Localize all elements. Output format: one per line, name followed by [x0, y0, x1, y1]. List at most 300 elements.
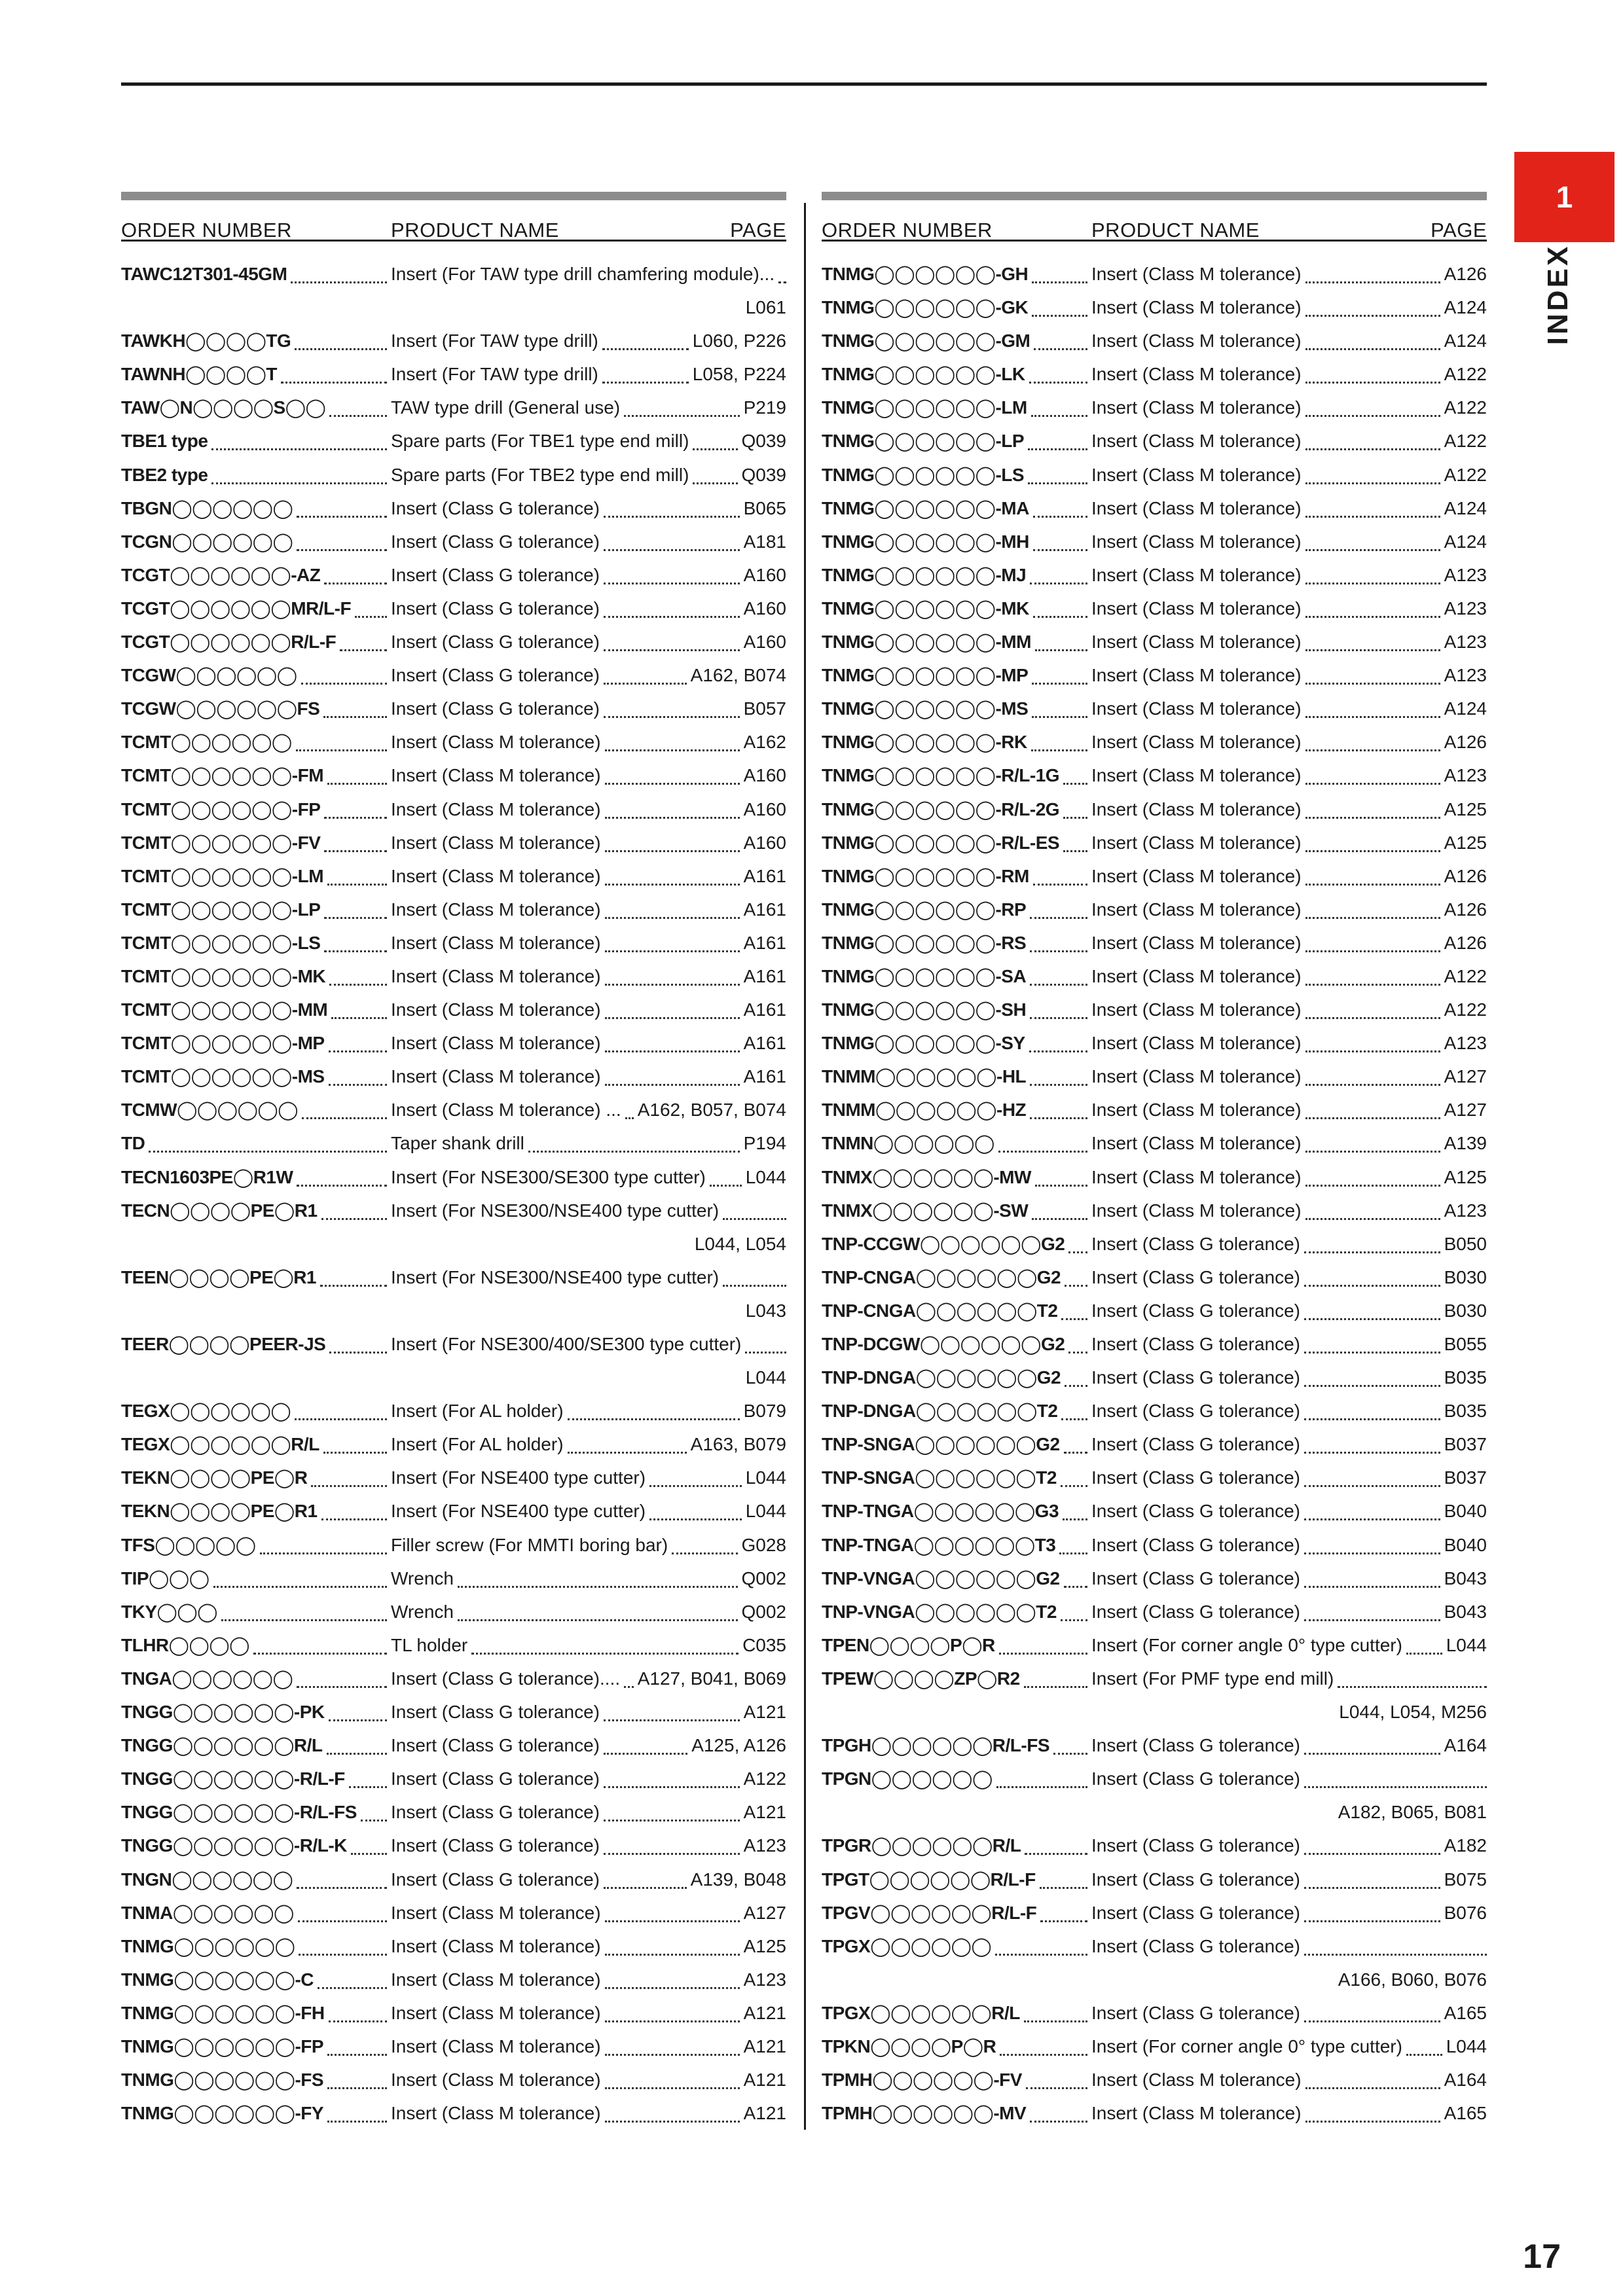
index-entry	[121, 692, 786, 725]
product-name: Insert (Class M tolerance)	[1091, 598, 1302, 619]
index-entry	[822, 1494, 1487, 1528]
product-name: Insert (Class M tolerance)	[391, 765, 601, 786]
index-entry	[121, 1729, 786, 1762]
order-number: TCGW◯◯◯◯◯◯FS	[121, 698, 320, 719]
page-reference: A162, B057, B074	[637, 1100, 786, 1121]
order-number: TKY◯◯◯	[121, 1601, 218, 1622]
index-entry	[121, 1628, 786, 1662]
index-entry	[121, 926, 786, 960]
order-number: TECN◯◯◯◯PE◯R1	[121, 1200, 318, 1221]
page-reference: A161	[743, 965, 786, 986]
page-reference: C035	[742, 1634, 786, 1655]
index-entry	[822, 1896, 1487, 1929]
index-entry	[121, 625, 786, 658]
leader-dots	[693, 446, 737, 450]
leader-dots	[301, 681, 387, 685]
leader-dots	[1304, 1316, 1440, 1320]
index-entry	[121, 1996, 786, 2030]
leader-dots	[324, 581, 387, 584]
index-entry	[121, 759, 786, 792]
leader-dots	[1040, 1918, 1087, 1922]
leader-dots	[329, 1350, 387, 1354]
leader-dots	[1305, 915, 1440, 919]
leader-dots	[327, 2085, 387, 2089]
index-entry	[822, 1628, 1487, 1662]
product-name: Insert (Class M tolerance)	[1091, 632, 1302, 653]
leader-dots	[302, 1115, 387, 1119]
order-number: TCGW◯◯◯◯◯◯	[121, 665, 297, 686]
leader-dots	[211, 480, 387, 484]
index-entry	[822, 357, 1487, 391]
order-number: TEER◯◯◯◯PEER-JS	[121, 1334, 326, 1354]
page-reference: B057	[743, 698, 786, 719]
leader-dots	[624, 413, 739, 417]
order-number: TNMG◯◯◯◯◯◯	[121, 1935, 295, 1956]
order-number: TNP-VNGA◯◯◯◯◯◯G2	[822, 1568, 1060, 1588]
leader-dots	[1031, 747, 1087, 751]
index-entry	[822, 1762, 1487, 1795]
leader-dots	[1304, 1885, 1440, 1889]
index-list	[822, 242, 1487, 2130]
order-number: TNMN◯◯◯◯◯◯	[822, 1133, 994, 1154]
leader-dots	[1305, 1149, 1440, 1153]
index-entry	[822, 1528, 1487, 1562]
leader-dots	[568, 1450, 687, 1454]
leader-dots	[324, 848, 387, 852]
index-entry	[121, 458, 786, 492]
index-entry-continuation	[121, 1361, 786, 1394]
page-reference: G028	[741, 1534, 786, 1555]
page-reference: A123	[1444, 1200, 1487, 1221]
page-reference: A122	[1444, 464, 1487, 485]
leader-dots	[998, 1149, 1087, 1153]
product-name: Wrench	[391, 1568, 454, 1588]
leader-dots	[1305, 714, 1440, 718]
index-entry	[822, 1294, 1487, 1327]
index-entry	[822, 458, 1487, 492]
index-entry	[121, 1595, 786, 1628]
leader-dots	[361, 1818, 387, 1821]
leader-dots	[355, 614, 387, 618]
page-reference: A161	[743, 1066, 786, 1087]
leader-dots	[260, 1551, 387, 1554]
page-reference: A160	[743, 632, 786, 653]
leader-dots	[458, 1584, 738, 1588]
leader-dots	[1029, 1049, 1087, 1052]
leader-dots	[458, 1617, 738, 1621]
product-name: Insert (Class M tolerance)	[1091, 865, 1302, 886]
leader-dots	[1030, 948, 1087, 952]
product-name: Insert (For TAW type drill)	[391, 331, 598, 351]
index-entry	[822, 1227, 1487, 1261]
order-number: TCMT◯◯◯◯◯◯-LP	[121, 899, 321, 920]
order-number: TNMG◯◯◯◯◯◯-RK	[822, 732, 1027, 753]
leader-dots	[605, 915, 740, 919]
product-name: Insert (Class M tolerance)	[1091, 1166, 1302, 1187]
page-reference: L044	[745, 1501, 786, 1522]
page-reference: A127, B041, B069	[637, 1668, 786, 1689]
product-name: Insert (For NSE300/SE300 type cutter)	[391, 1166, 706, 1187]
index-entry	[121, 592, 786, 625]
index-entry	[822, 759, 1487, 792]
leader-dots	[1304, 1383, 1440, 1387]
page-reference: P194	[743, 1133, 786, 1154]
product-name: Insert (Class M tolerance)	[391, 1969, 601, 1990]
page-reference: A124	[1444, 497, 1487, 518]
leader-dots	[1304, 1483, 1440, 1487]
leader-dots	[321, 1516, 387, 1520]
index-entry	[121, 1461, 786, 1494]
page-reference: A121	[743, 2002, 786, 2023]
leader-dots	[221, 1617, 387, 1621]
order-number: TNP-DNGA◯◯◯◯◯◯T2	[822, 1401, 1058, 1422]
order-number: TPGT◯◯◯◯◯◯R/L-F	[822, 1869, 1036, 1890]
index-entry	[822, 492, 1487, 525]
index-entry	[822, 1863, 1487, 1896]
leader-dots	[1305, 279, 1440, 283]
order-number: TPGV◯◯◯◯◯◯R/L-F	[822, 1902, 1037, 1923]
page-reference: A123	[1444, 665, 1487, 686]
index-entry-continuation	[121, 1227, 786, 1261]
order-number: TNMG◯◯◯◯◯◯-SY	[822, 1033, 1025, 1054]
product-name: Insert (Class M tolerance)	[1091, 899, 1302, 920]
index-entry	[121, 1762, 786, 1795]
product-name: Insert (For NSE300/NSE400 type cutter)	[391, 1200, 720, 1221]
product-name: Insert (Class G tolerance)	[1091, 1568, 1300, 1588]
leader-dots	[296, 747, 387, 751]
page-reference: A126	[1444, 899, 1487, 920]
page-reference: A122	[743, 1768, 786, 1789]
index-entry	[822, 658, 1487, 692]
leader-dots	[710, 1183, 742, 1187]
column-header	[121, 200, 786, 242]
leader-dots	[329, 413, 387, 417]
leader-dots	[723, 1283, 786, 1287]
leader-dots	[1304, 1584, 1440, 1588]
index-entry	[822, 291, 1487, 324]
leader-dots	[1028, 480, 1087, 484]
leader-dots	[625, 1115, 634, 1119]
leader-dots	[1305, 681, 1440, 685]
index-entry-continuation	[121, 291, 786, 324]
product-name: Insert (Class M tolerance)	[391, 999, 601, 1020]
leader-dots	[1032, 681, 1087, 685]
page-reference: L044	[745, 1367, 786, 1388]
order-number: TPGX◯◯◯◯◯◯	[822, 1935, 992, 1956]
leader-dots	[349, 1784, 387, 1788]
order-number: TNMA◯◯◯◯◯◯	[121, 1902, 294, 1923]
product-name: Insert (Class M tolerance)	[1091, 965, 1302, 986]
product-name: Insert (For NSE400 type cutter)	[391, 1501, 646, 1522]
order-number: TPGH◯◯◯◯◯◯R/L-FS	[822, 1735, 1050, 1756]
leader-dots	[295, 346, 387, 350]
leader-dots	[321, 1216, 387, 1220]
order-number: TNMG◯◯◯◯◯◯-MH	[822, 531, 1029, 552]
index-entry	[121, 793, 786, 826]
order-number: TEKN◯◯◯◯PE◯R1	[121, 1501, 318, 1522]
leader-dots	[327, 882, 387, 886]
leader-dots	[1063, 1516, 1087, 1520]
order-number: TNP-DNGA◯◯◯◯◯◯G2	[822, 1367, 1061, 1388]
leader-dots	[999, 1651, 1087, 1655]
leader-dots	[605, 1952, 740, 1956]
page-reference: A121	[743, 1702, 786, 1723]
order-number: TNMG◯◯◯◯◯◯-LP	[822, 431, 1025, 452]
leader-dots	[323, 1450, 387, 1454]
product-name: Insert (Class G tolerance)	[1091, 1266, 1300, 1287]
page-reference: A127	[1444, 1066, 1487, 1087]
leader-dots	[281, 380, 387, 384]
order-number: TNGG◯◯◯◯◯◯-R/L-FS	[121, 1802, 357, 1823]
leader-dots	[1305, 581, 1440, 584]
product-name: Insert (Class M tolerance)	[1091, 832, 1302, 853]
product-name: Insert (Class G tolerance)	[1091, 1835, 1300, 1856]
leader-dots	[327, 2052, 387, 2056]
index-list	[121, 242, 786, 2130]
leader-dots	[295, 1416, 387, 1420]
page-reference: B043	[1444, 1568, 1487, 1588]
column-divider	[804, 203, 806, 2130]
column-rule	[121, 192, 786, 200]
page-reference: B030	[1444, 1300, 1487, 1321]
right-column	[822, 192, 1487, 2130]
leader-dots	[995, 1952, 1087, 1956]
order-number: TEGX◯◯◯◯◯◯R/L	[121, 1434, 319, 1455]
leader-dots	[1040, 1885, 1087, 1889]
page-reference: A164	[1444, 2070, 1487, 2090]
order-number: TBE2 type	[121, 464, 208, 485]
leader-dots	[253, 1651, 387, 1655]
leader-dots	[605, 982, 740, 986]
order-number: TD	[121, 1133, 145, 1154]
order-number: TNMG◯◯◯◯◯◯-FS	[121, 2070, 324, 2090]
index-entry	[822, 424, 1487, 457]
leader-dots	[1304, 1918, 1440, 1922]
order-number: TNP-CCGW◯◯◯◯◯◯G2	[822, 1233, 1065, 1254]
page-reference: L044	[745, 1467, 786, 1488]
order-number: TNMG◯◯◯◯◯◯-R/L-2G	[822, 798, 1060, 819]
product-name: Insert (Class G tolerance)	[391, 1702, 600, 1723]
page-reference: L044	[1446, 2036, 1487, 2056]
index-entry	[822, 793, 1487, 826]
product-name: Insert (Class M tolerance)	[391, 798, 601, 819]
order-number: TAW◯N◯◯◯◯S◯◯	[121, 397, 326, 418]
page-reference: A121	[743, 1802, 786, 1823]
leader-dots	[1030, 1015, 1087, 1019]
leader-dots	[324, 948, 387, 952]
leader-dots	[605, 2085, 740, 2089]
order-number: TPEW◯◯◯◯ZP◯R2	[822, 1668, 1020, 1689]
index-entry	[822, 725, 1487, 759]
page-reference: A160	[743, 765, 786, 786]
leader-dots	[327, 781, 387, 785]
index-entry	[822, 1461, 1487, 1494]
product-name: Insert (For AL holder)	[391, 1434, 564, 1455]
product-name: Insert (For corner angle 0° type cutter)	[1091, 2036, 1402, 2056]
page-reference: Q002	[741, 1568, 786, 1588]
order-number: TCMT◯◯◯◯◯◯	[121, 732, 292, 753]
product-name: Insert (Class G tolerance)	[391, 1768, 600, 1789]
index-entry	[822, 1829, 1487, 1862]
leader-dots	[1305, 413, 1440, 417]
order-number: TCMT◯◯◯◯◯◯-MK	[121, 965, 326, 986]
leader-dots	[1305, 380, 1440, 384]
leader-dots	[1061, 1617, 1087, 1621]
product-name: Insert (For AL holder)	[391, 1401, 564, 1422]
leader-dots	[1030, 2119, 1087, 2123]
leader-dots	[297, 1684, 387, 1688]
leader-dots	[1033, 614, 1087, 618]
leader-dots	[605, 781, 740, 785]
index-entry-continuation	[822, 1795, 1487, 1829]
order-number: TNP-CNGA◯◯◯◯◯◯G2	[822, 1266, 1061, 1287]
page-reference: A125	[1444, 832, 1487, 853]
page-reference: A124	[1444, 297, 1487, 318]
index-entry	[822, 2096, 1487, 2130]
order-number: TLHR◯◯◯◯	[121, 1634, 249, 1655]
order-number: TNMG◯◯◯◯◯◯-MM	[822, 632, 1031, 653]
index-entry	[121, 558, 786, 592]
product-name: Insert (Class G tolerance)	[1091, 1401, 1300, 1422]
product-name: Insert (Class M tolerance)	[1091, 364, 1302, 385]
column-rule	[822, 192, 1487, 200]
leader-dots	[672, 1551, 737, 1554]
product-name: Insert (Class M tolerance)	[1091, 999, 1302, 1020]
product-name: Insert (Class M tolerance)	[1091, 331, 1302, 351]
leader-dots	[605, 2018, 740, 2022]
product-name: Spare parts (For TBE1 type end mill)	[391, 431, 689, 452]
order-number: TCGT◯◯◯◯◯◯MR/L-F	[121, 598, 352, 619]
page-reference: B040	[1444, 1501, 1487, 1522]
leader-dots	[1305, 1049, 1440, 1052]
leader-dots	[1064, 1584, 1087, 1588]
index-entry	[822, 1160, 1487, 1194]
product-name: Insert (For NSE300/NSE400 type cutter)	[391, 1266, 720, 1287]
order-number: TNP-VNGA◯◯◯◯◯◯T2	[822, 1601, 1057, 1622]
leader-dots	[605, 2052, 740, 2056]
product-name: Insert (Class G tolerance)	[1091, 1869, 1300, 1890]
order-number: TNP-SNGA◯◯◯◯◯◯T2	[822, 1467, 1057, 1488]
index-entry	[822, 826, 1487, 859]
index-entry	[121, 2096, 786, 2130]
order-number: TEKN◯◯◯◯PE◯R	[121, 1467, 308, 1488]
order-number: TNMX◯◯◯◯◯◯-SW	[822, 1200, 1029, 1221]
product-name: Insert (Class G tolerance)	[391, 1735, 600, 1756]
page-reference: L044	[745, 1166, 786, 1187]
page-reference: A161	[743, 932, 786, 953]
order-number: TNGG◯◯◯◯◯◯-R/L-F	[121, 1768, 345, 1789]
product-name: Insert (Class G tolerance)	[1091, 1935, 1300, 1956]
leader-dots	[1065, 1283, 1087, 1287]
page-reference: A123	[1444, 1033, 1487, 1054]
page-reference: A127	[1444, 1100, 1487, 1121]
leader-dots	[624, 1684, 634, 1688]
leader-dots	[1032, 313, 1087, 317]
product-name: Insert (Class M tolerance)	[1091, 431, 1302, 452]
page-reference: A121	[743, 2103, 786, 2124]
index-entry	[121, 1494, 786, 1528]
header-product-name: PRODUCT NAME	[1091, 219, 1260, 242]
page-reference: A139	[1444, 1133, 1487, 1154]
order-number: TPGR◯◯◯◯◯◯R/L	[822, 1835, 1021, 1856]
leader-dots	[329, 982, 387, 986]
index-entry	[121, 424, 786, 457]
product-name: Insert (Class M tolerance)	[391, 1066, 601, 1087]
leader-dots	[602, 380, 689, 384]
leader-dots	[471, 1651, 739, 1655]
leader-dots	[1026, 2085, 1087, 2089]
page-reference: A160	[743, 598, 786, 619]
top-rule	[121, 82, 1487, 86]
leader-dots	[604, 1851, 740, 1855]
product-name: Insert (For TAW type drill)	[391, 364, 598, 385]
leader-dots	[1000, 2052, 1087, 2056]
page-reference: A122	[1444, 397, 1487, 418]
leader-dots	[1305, 747, 1440, 751]
index-entry	[121, 725, 786, 759]
product-name: Insert (Class M tolerance)	[391, 2002, 601, 2023]
leader-dots	[649, 1516, 742, 1520]
leader-dots	[604, 581, 740, 584]
index-entry	[121, 1060, 786, 1093]
leader-dots	[1305, 1082, 1440, 1086]
leader-dots	[1304, 1784, 1487, 1788]
order-number: TPMH◯◯◯◯◯◯-FV	[822, 2070, 1022, 2090]
index-entry	[121, 1327, 786, 1361]
page-reference: A125	[743, 1935, 786, 1956]
product-name: Insert (Class G tolerance)	[1091, 1501, 1300, 1522]
index-entry	[822, 257, 1487, 291]
leader-dots	[323, 714, 387, 718]
leader-dots	[1305, 2085, 1440, 2089]
leader-dots	[1030, 915, 1087, 919]
index-entry	[822, 1361, 1487, 1394]
product-name: Insert (Class G tolerance)	[391, 1802, 600, 1823]
page-reference: B030	[1444, 1266, 1487, 1287]
index-entry	[121, 1160, 786, 1194]
leader-dots	[1065, 1383, 1087, 1387]
order-number: TNMX◯◯◯◯◯◯-MW	[822, 1166, 1031, 1187]
leader-dots	[1033, 514, 1087, 518]
index-entry	[121, 324, 786, 357]
leader-dots	[1059, 1551, 1087, 1554]
page-reference: A162, B074	[690, 665, 786, 686]
leader-dots	[605, 1985, 740, 1989]
page-reference: B037	[1444, 1434, 1487, 1455]
leader-dots	[604, 1818, 740, 1821]
index-entry	[121, 658, 786, 692]
leader-dots	[1304, 1350, 1440, 1354]
leader-dots	[297, 1885, 387, 1889]
order-number: TECN1603PE◯R1W	[121, 1166, 293, 1187]
index-entry	[822, 1394, 1487, 1427]
leader-dots	[327, 2119, 387, 2123]
order-number: TCMT◯◯◯◯◯◯-LS	[121, 932, 321, 953]
leader-dots	[568, 1416, 740, 1420]
index-entry	[822, 525, 1487, 558]
order-number: TCMT◯◯◯◯◯◯-FP	[121, 798, 321, 819]
index-entry	[121, 525, 786, 558]
page-reference: A122	[1444, 364, 1487, 385]
leader-dots	[1304, 1450, 1440, 1454]
page-reference: A121	[743, 2070, 786, 2090]
product-name: Insert (Class M tolerance)	[1091, 264, 1302, 284]
order-number: TPGX◯◯◯◯◯◯R/L	[822, 2002, 1020, 2023]
chapter-tab[interactable]	[1514, 152, 1614, 242]
product-name: Spare parts (For TBE2 type end mill)	[391, 464, 689, 485]
index-entry	[822, 1929, 1487, 1963]
page-reference: A126	[1444, 264, 1487, 284]
